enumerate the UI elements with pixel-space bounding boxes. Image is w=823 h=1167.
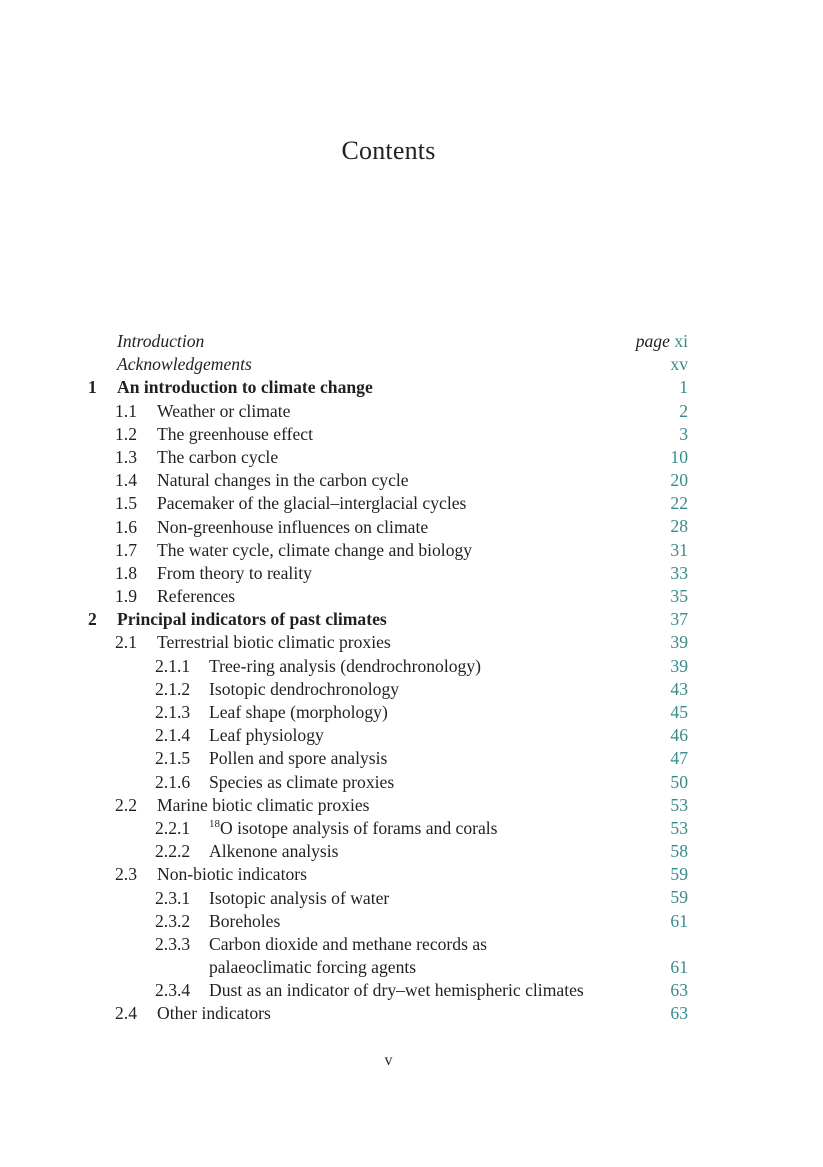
page-prefix-label: page [635, 330, 670, 351]
toc-entry-number: 2.1.2 [155, 678, 191, 699]
toc-entry-title [157, 446, 278, 469]
toc-entry-number: 1.9 [115, 586, 137, 607]
toc-page-number[interactable] [670, 771, 688, 794]
toc-entry[interactable] [88, 1002, 688, 1025]
toc-entry[interactable] [88, 562, 688, 585]
toc-entry-number: 2.3.4 [155, 980, 191, 1001]
page-folio: v [384, 1052, 393, 1069]
toc-entry-title [117, 376, 373, 399]
toc-page-value: xi [674, 330, 688, 351]
toc-page-number[interactable] [670, 863, 688, 886]
toc-entry-number: 1.1 [115, 400, 137, 421]
toc-entry[interactable] [88, 817, 688, 840]
toc-entry-title [209, 910, 280, 933]
toc-page-value: 53 [670, 817, 688, 838]
toc-entry-title [209, 655, 481, 678]
toc-page-value: 22 [670, 493, 688, 514]
toc-entry-number: 2.2.2 [155, 841, 191, 862]
toc-entry-number: 1.3 [115, 446, 137, 467]
toc-page-number[interactable] [670, 956, 688, 979]
toc-entry-title [209, 887, 389, 910]
toc-entry[interactable] [88, 585, 688, 608]
toc-entry[interactable] [88, 678, 688, 701]
toc-page-number[interactable] [670, 655, 688, 678]
toc-entry-title-text: Leaf shape (morphology) [209, 702, 388, 722]
isotope-superscript: 18 [209, 817, 220, 830]
toc-page-value: 35 [670, 586, 688, 607]
toc-entry-title [209, 933, 487, 979]
toc-entry-title-text: Leaf physiology [209, 725, 324, 746]
toc-entry-number: 2.1.3 [155, 702, 191, 722]
toc-entry-title-text: Non-biotic indicators [157, 864, 308, 885]
toc-page-number[interactable] [670, 515, 688, 538]
toc-page-value: 39 [670, 655, 688, 676]
toc-entry[interactable] [88, 400, 688, 423]
toc-entry[interactable] [88, 446, 688, 469]
toc-entry-title-text: Acknowledgements [117, 354, 252, 375]
toc-page-value: 59 [670, 864, 688, 885]
toc-page-number[interactable] [670, 608, 688, 631]
toc-entry[interactable] [88, 539, 688, 562]
toc-page-number[interactable] [670, 794, 688, 817]
toc-page-number[interactable] [670, 492, 688, 515]
toc-page-number[interactable] [670, 724, 688, 747]
toc-entry-title [157, 562, 312, 585]
toc-entry-title [209, 701, 388, 724]
toc-page-number[interactable] [679, 423, 688, 446]
toc-page-number[interactable] [670, 747, 688, 770]
toc-entry-title [117, 330, 204, 353]
toc-entry-number: 2.3 [115, 864, 137, 885]
toc-entry[interactable] [88, 840, 688, 863]
toc-entry[interactable] [88, 423, 688, 446]
toc-entry-title [209, 678, 399, 701]
toc-page-value: 59 [670, 887, 688, 908]
toc-entry-number: 1.4 [115, 470, 137, 491]
toc-entry-title [157, 423, 313, 446]
toc-page-value: 33 [670, 562, 688, 583]
toc-entry-title [157, 469, 409, 492]
toc-entry[interactable] [88, 469, 688, 492]
toc-entry[interactable] [88, 330, 688, 353]
toc-entry-title-text: O isotope analysis of forams and corals [220, 817, 498, 838]
toc-page-number[interactable] [636, 330, 688, 353]
toc-page-value: 46 [670, 725, 688, 746]
toc-entry-title [209, 979, 584, 1002]
toc-entry-title-text: Pollen and spore analysis [209, 748, 388, 769]
toc-page-number[interactable] [670, 678, 688, 701]
toc-entry[interactable] [88, 771, 688, 794]
toc-entry-title [157, 585, 235, 608]
toc-page-value: 39 [670, 632, 688, 653]
toc-entry-title-text: Dust as an indicator of dry–wet hemispheric climates [209, 980, 584, 1001]
toc-entry-title [209, 747, 387, 770]
toc-entry-number: 1.5 [115, 493, 137, 514]
toc-entry-title [209, 724, 324, 747]
toc-page-number[interactable] [670, 353, 688, 376]
toc-entry-title [157, 631, 391, 654]
toc-entry[interactable] [88, 492, 688, 515]
toc-page-value: 47 [670, 748, 688, 769]
toc-entry-title [157, 400, 290, 423]
toc-entry[interactable] [88, 794, 688, 817]
toc-page-value: 43 [670, 678, 688, 699]
toc-page-value: 20 [670, 470, 688, 491]
toc-entry-number: 2.1.4 [155, 725, 191, 746]
toc-entry[interactable] [88, 655, 688, 678]
toc-entry-title-text: Boreholes [209, 910, 281, 931]
toc-entry-number: 2.3.2 [155, 910, 191, 931]
toc-entry-title-text: Natural changes in the carbon cycle [157, 470, 409, 491]
toc-entry-title [117, 608, 387, 631]
toc-entry-title-text: Other indicators [157, 1003, 271, 1024]
toc-entry-title [157, 863, 307, 886]
toc-page-value: 63 [670, 980, 688, 1001]
toc-entry-title-text: The greenhouse effect [157, 423, 313, 444]
toc-entry-number: 2.1.6 [155, 771, 191, 792]
toc-page-number[interactable] [670, 840, 688, 863]
toc-page-value: xv [670, 354, 688, 375]
toc-entry-title-text: Marine biotic climatic proxies [157, 794, 370, 815]
toc-page-value: 50 [670, 771, 688, 792]
toc-page-number[interactable] [670, 979, 688, 1002]
toc-page-number[interactable] [670, 539, 688, 562]
toc-page-number[interactable] [670, 469, 688, 492]
toc-page-value: 10 [670, 446, 688, 467]
toc-entry-number: 2.3.3 [155, 933, 191, 954]
toc-entry-title-text: An introduction to climate change [117, 377, 373, 398]
toc-entry-title-text: From theory to reality [157, 562, 312, 583]
toc-page-value: 58 [670, 841, 688, 862]
toc-page-value: 61 [670, 910, 688, 931]
toc-entry[interactable] [88, 933, 688, 979]
toc-page-number[interactable] [670, 701, 688, 724]
toc-page-number[interactable] [679, 400, 688, 423]
toc-entry[interactable] [88, 376, 688, 399]
toc-page-value: 61 [670, 957, 688, 978]
toc-entry-title-text: Tree-ring analysis (dendrochronology) [209, 655, 481, 676]
toc-entry-number: 2.1.1 [155, 655, 191, 676]
toc-entry-number: 1 [88, 377, 97, 398]
toc-entry-title-text: Introduction [117, 331, 205, 351]
toc-page-value: 31 [670, 539, 688, 560]
toc-page-number[interactable] [670, 631, 688, 654]
page-title: Contents [341, 136, 436, 165]
toc-entry-title [157, 516, 428, 539]
toc-page-number[interactable] [670, 446, 688, 469]
toc-page-number[interactable] [679, 376, 688, 399]
toc-page-number[interactable] [670, 1002, 688, 1025]
toc-entry[interactable] [88, 724, 688, 747]
toc-entry-title-text: Carbon dioxide and methane records as [209, 933, 487, 954]
toc-entry-title [157, 492, 466, 515]
toc-entry-title-text: Non-greenhouse influences on climate [157, 516, 429, 537]
toc-entry-number: 2.2.1 [155, 817, 191, 838]
toc-page-value: 1 [679, 377, 688, 398]
toc-page-number[interactable] [670, 886, 688, 909]
toc-entry-title-text: References [157, 586, 236, 607]
toc-page-value: 63 [670, 1003, 688, 1024]
toc-entry-number: 2 [88, 609, 97, 630]
toc-page-number[interactable] [670, 562, 688, 585]
toc-entry-number: 2.1.5 [155, 748, 191, 769]
toc-entry[interactable] [88, 701, 688, 724]
toc-entry[interactable] [88, 516, 688, 539]
toc-entry-title [209, 817, 498, 840]
toc-entry[interactable] [88, 747, 688, 770]
toc-entry-title-text: Alkenone analysis [209, 841, 339, 862]
toc-entry-title [209, 840, 338, 863]
toc-entry[interactable] [88, 353, 688, 376]
toc-entry-title-text: Isotopic analysis of water [209, 887, 390, 908]
toc-entry-number: 1.2 [115, 423, 137, 444]
table-of-contents [88, 330, 688, 1026]
toc-entry[interactable] [88, 631, 688, 654]
toc-entry-title [157, 539, 472, 562]
toc-page-number[interactable] [670, 910, 688, 933]
toc-entry-number: 1.8 [115, 562, 137, 583]
toc-entry-title [209, 771, 394, 794]
toc-entry-title [157, 1002, 271, 1025]
toc-entry[interactable] [88, 979, 688, 1002]
toc-entry[interactable] [88, 608, 688, 631]
toc-entry-title-text: The carbon cycle [157, 446, 279, 467]
toc-entry-number: 2.3.1 [155, 887, 191, 908]
toc-page-value: 28 [670, 516, 688, 537]
toc-entry-title-text: Principal indicators of past climates [117, 609, 387, 630]
toc-page-number[interactable] [670, 585, 688, 608]
toc-entry-number: 2.2 [115, 794, 137, 815]
toc-page-value: 2 [679, 400, 688, 421]
toc-entry[interactable] [88, 863, 688, 886]
toc-entry-title-text: Terrestrial biotic climatic proxies [157, 632, 391, 653]
toc-entry[interactable] [88, 910, 688, 933]
toc-entry-title-text: Species as climate proxies [209, 771, 395, 792]
toc-page-value: 45 [670, 701, 688, 722]
toc-entry-number: 1.7 [115, 539, 137, 560]
toc-page-value: 53 [670, 794, 688, 815]
toc-entry-title-text: Weather or climate [157, 400, 291, 421]
toc-entry-number: 1.6 [115, 516, 137, 537]
toc-entry-number: 2.1 [115, 632, 137, 653]
toc-entry-title-text: Pacemaker of the glacial–interglacial cycles [157, 493, 467, 514]
toc-page-value: 37 [670, 609, 688, 630]
toc-entry[interactable] [88, 887, 688, 910]
toc-entry-title-text: Isotopic dendrochronology [209, 678, 400, 699]
toc-entry-title [157, 794, 370, 817]
toc-page-number[interactable] [670, 817, 688, 840]
toc-page-value: 3 [679, 423, 688, 444]
toc-entry-title-continuation: palaeoclimatic forcing agents [209, 957, 417, 978]
toc-entry-title-text: The water cycle, climate change and biology [157, 539, 473, 560]
toc-entry-title [117, 353, 252, 376]
toc-entry-number: 2.4 [115, 1003, 137, 1024]
